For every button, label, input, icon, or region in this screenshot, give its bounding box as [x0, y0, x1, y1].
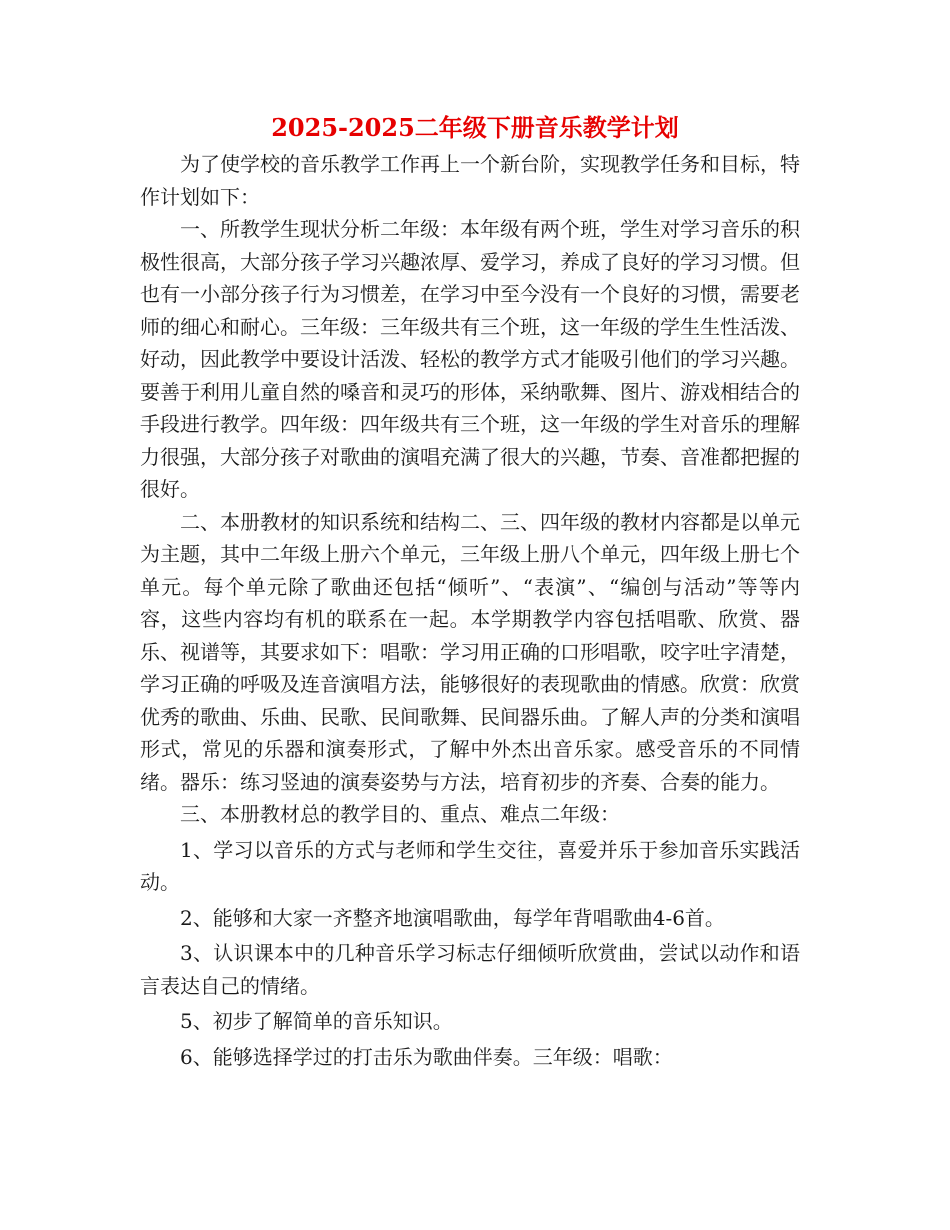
list-item-goal-6: 6、能够选择学过的打击乐为歌曲伴奏。三年级：唱歌： [180, 1044, 673, 1069]
paragraph-teaching-goals-heading: 三、本册教材总的教学目的、重点、难点二年级： [180, 802, 620, 826]
list-item-goal-5: 5、初步了解简单的音乐知识。 [180, 1009, 453, 1033]
paragraph-student-analysis: 一、所教学生现状分析二年级：本年级有两个班，学生对学习音乐的积极性很高，大部分孩子学习兴趣浓厚、爱学习，养成了良好的学习习惯。但也有一小部分孩子行为习惯差，在学习中至今没有一个良好的习惯，需要老师的细心和耐心。三年级：三年级共有三个班，这一年级的学生生性活泼、好动，因此教学中要设计活泼、轻松的教学方式才能吸引他们的学习兴趣。要善于利用儿童自然的嗓音和灵巧的形体，采纳歌舞、图片、游戏相结合的手段进行教学。四年级：四年级共有三个班，这一年级的学生对音乐的理解力很强，大部分孩子对歌曲的演唱充满了很大的兴趣，节奏、音准都把握的很好。 [140, 217, 800, 501]
list-item-goal-3: 3、认识课本中的几种音乐学习标志仔细倾听欣赏曲，尝试以动作和语言表达自己的情绪。 [140, 941, 800, 998]
list-item-goal-1: 1、学习以音乐的方式与老师和学生交往，喜爱并乐于参加音乐实践活动。 [140, 837, 800, 894]
document-title: 2025-2025二年级下册音乐教学计划 [271, 113, 679, 142]
document-body [140, 148, 800, 1073]
paragraph-textbook-structure: 二、本册教材的知识系统和结构二、三、四年级的教材内容都是以单元为主题，其中二年级上册六个单元，三年级上册八个单元，四年级上册七个单元。每个单元除了歌曲还包括“倾听”、“表演”、“编创与活动”等等内容，这些内容均有机的联系在一起。本学期教学内容包括唱歌、欣赏、器乐、视谱等，其要求如下：唱歌：学习用正确的口形唱歌，咬字吐字清楚，学习正确的呼吸及连音演唱方法，能够很好的表现歌曲的情感。欣赏：欣赏优秀的歌曲、乐曲、民歌、民间歌舞、民间器乐曲。了解人声的分类和演唱形式，常见的乐器和演奏形式，了解中外杰出音乐家。感受音乐的不同情绪。器乐：练习竖迪的演奏姿势与方法，培育初步的齐奏、合奏的能力。 [140, 509, 800, 794]
list-item-goal-2: 2、能够和大家一齐整齐地演唱歌曲，每学年背唱歌曲4-6首。 [180, 905, 725, 930]
paragraph-intro: 为了使学校的音乐教学工作再上一个新台阶，实现教学任务和目标，特作计划如下： [140, 152, 800, 209]
